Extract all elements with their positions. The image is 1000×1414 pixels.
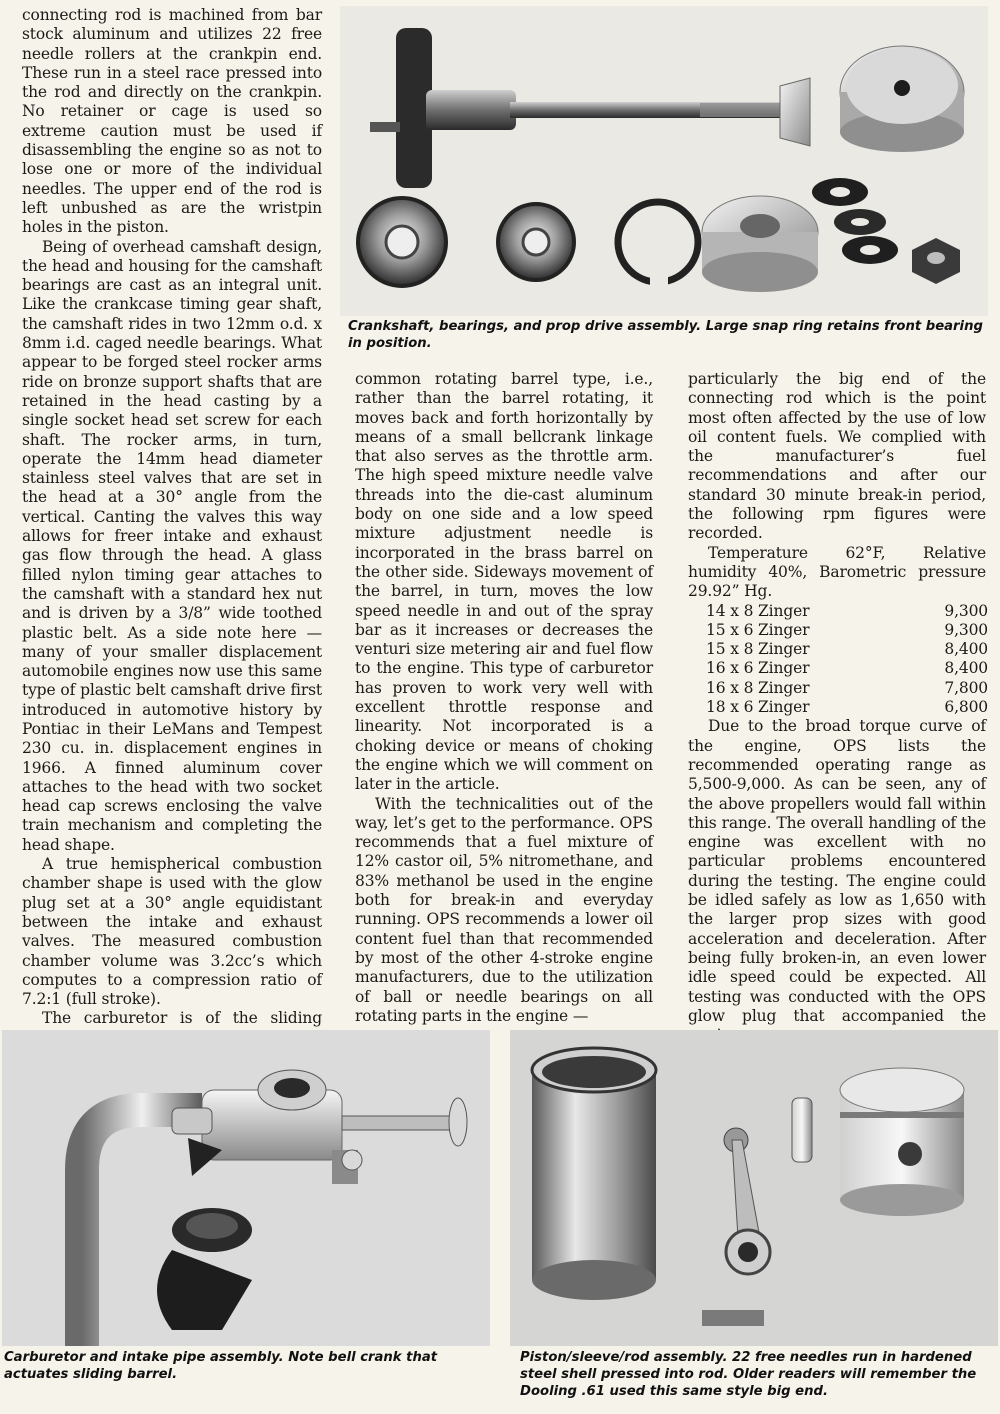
paragraph: Due to the broad torque curve of the engine, OPS lists the recommended operating range as 5,500-9,000. As can be seen, any of the above propellers would fall within this range. The overall handling of the engine was excellent with no particular problems encountered during the testing. The engine could be idled safely as low as 1,650 with the larger prop sizes with good acceleration and deceleration. After being fully broken-in, an even lower idle speed could be expected. All testing was conducted with the OPS glow plug that accompanied the [688, 717, 986, 1025]
rpm-table [706, 602, 988, 718]
rpm-value: 9,300 [944, 601, 988, 620]
article-column-2 [355, 370, 653, 1026]
prop-size: 16 x 8 Zinger [706, 678, 810, 697]
prop-size: 15 x 6 Zinger [706, 620, 810, 639]
crankshaft-assembly-photo [340, 6, 988, 316]
rpm-value: 9,300 [944, 620, 988, 639]
rpm-value: 7,800 [944, 678, 988, 697]
rpm-value: 6,800 [944, 698, 988, 717]
rpm-table-row [706, 659, 988, 678]
paragraph: A true hemispherical combustion chamber shape is used with the glow plug set at a 30° angle equidistant between the intake and exhaust valves. The measured combustion chamber volume was 3.2cc’s which computes to a compression ratio of 7.2:1 (full stroke). [22, 855, 322, 1009]
test-conditions: Temperature 62°F, Relative humidity 40%, Barometric pressure 29.92” Hg. [688, 543, 986, 601]
carburetor-photo [2, 1030, 490, 1346]
paragraph: connecting rod is machined from bar stock aluminum and utilizes 22 free needle rollers at the crankpin end. These run in a steel race pressed into the rod and directly on the crankpin. No retainer or cage is used so extreme caution must be used if disassembling the engine so as not to lose one or more of the individual needles. The upper end of the rod is left unbushed as are the wristpin holes in the piston. [22, 6, 322, 237]
prop-size: 14 x 8 Zinger [706, 601, 810, 620]
paragraph: The carburetor is of the sliding [42, 1009, 322, 1028]
rpm-table-row [706, 679, 988, 698]
paragraph: particularly the big end of the connecting rod which is the point most often affected by the use of low oil content fuels. We complied with the manufacturer’s fuel recommendations and after our standard 30 minute break-in period, the following rpm figures were recorded. [688, 370, 986, 543]
prop-size: 15 x 8 Zinger [706, 640, 810, 659]
rpm-value: 8,400 [944, 640, 988, 659]
rpm-table-row [706, 621, 988, 640]
paragraph: With the technicalities out of the way, let’s get to the performance. OPS recommends that a fuel mixture of 12% castor oil, 5% nitromethane, and 83% methanol be used in the engine both for break-in and everyday running. OPS recommends a lower oil content fuel than that recommended by most of the other 4-stroke engine manufacturers, due to the utilization of ball or needle bearings on all rotating parts in the engine — [355, 794, 653, 1025]
photo-caption: Carburetor and intake pipe assembly. Note bell crank that actuates sliding barrel. [4, 1350, 438, 1382]
rpm-value: 8,400 [944, 659, 988, 678]
photo-caption: Crankshaft, bearings, and prop drive assembly. Large snap ring retains front bearing in position. [348, 319, 983, 351]
prop-size: 18 x 6 Zinger [706, 698, 810, 717]
article-column-1 [22, 6, 322, 1048]
paragraph: Being of overhead camshaft design, the head and housing for the camshaft bearings are cast as an integral unit. Like the crankcase timing gear shaft, the camshaft rides in two 12mm o.d. x 8mm i.d. caged needle bearings. What appear to be forged steel rocker arms ride on bronze support shafts that are retained in the head casting by a single socket head set screw for each shaft. The rocker arms, in turn, operate the 14mm head diameter stainless steel valves that are set in the head at a 30° angle from the vertical. Canting the valves this way allows for freer intake and exhaust gas flow through the head. A glass filled nylon timing gear attaches to the camshaft with a standard hex nut and is driven by a 3/8” wide toothed plastic belt. As a side note here — many of your smaller displacement automobile engines now use this same type of plastic belt camshaft drive first introduced in automotive history by Pontiac in their LeMans and Tempest 230 cu. in. displacement engines in 1966. A finned aluminum cover attaches to the head with two socket head cap screws enclosing the valve train mechanism and completing the head shape. [22, 237, 322, 854]
paragraph: common rotating barrel type, i.e., rather than the barrel rotating, it moves back and forth horizontally by means of a small bellcrank linkage that also serves as the throttle arm. The high speed mixture needle valve threads into the die-cast aluminum body on one side and a low speed mixture adjustment needle is incorporated in the brass barrel on the other side. Sideways movement of the barrel, in turn, moves the low speed needle in and out of the spray bar as it increases or decreases the venturi size metering air and fuel flow to the engine. This type of carburetor has proven to work very well with excellent throttle response and linearity. Not incorporated is a choking device or means of choking the engine which we will comment on later in the article. [355, 370, 653, 794]
prop-size: 16 x 6 Zinger [706, 659, 810, 678]
photo-caption: Piston/sleeve/rod assembly. 22 free needles run in hardened steel shell pressed into rod. Older readers will remember the Dooling .61 used this same style big end. [520, 1350, 977, 1399]
article-column-3 [688, 370, 986, 1045]
rpm-table-row [706, 698, 988, 717]
rpm-table-row [706, 602, 988, 621]
rpm-table-row [706, 640, 988, 659]
piston-sleeve-rod-photo [510, 1030, 998, 1346]
